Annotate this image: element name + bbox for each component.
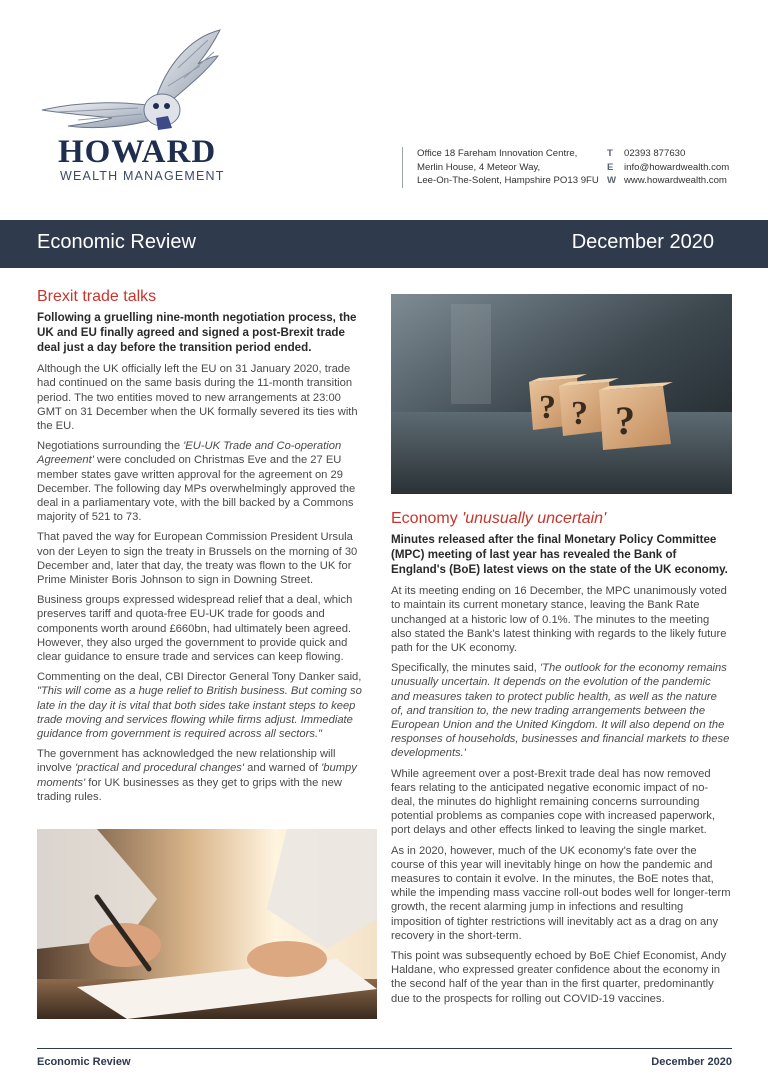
paragraph: This point was subsequently echoed by BoE Chief Economist, Andy Haldane, who expressed greater confidence about the economy in the second half of the year than in the first quarter, predominantly due to the prospects for rolling out COVID-19 vaccines. (391, 950, 727, 1005)
paragraph: The government has acknowledged the new relationship will involve 'practical and procedural changes' and warned of 'bumpy moments' for UK businesses as they get to grips with the new trading rules. (37, 748, 357, 803)
logo-name: HOWARD (58, 134, 217, 170)
paragraph: At its meeting ending on 16 December, the MPC unanimously voted to maintain its current monetary stance, leaving the Bank Rate unchanged at a historic low of 0.1%. The minutes to the meeting also stated the Bank's latest thinking with regards to the likely future path for the UK economy. (391, 585, 727, 655)
phone-number: 02393 877630 (624, 148, 686, 159)
footer-title: Economic Review (37, 1056, 131, 1068)
die-question-mark: ? (615, 398, 635, 443)
article-heading: Brexit trade talks (37, 288, 157, 305)
footer-date: December 2020 (651, 1056, 732, 1068)
paragraph: Specifically, the minutes said, 'The outlook for the economy remains unusually uncertain. It depends on the evolution of the pandemic and measures taken to protect public health, as well as the nature of, and transition to, the new trading arrangements between the European Union and the United Kingdom. It will also depend on the responses of households, businesses and financial markets to these developments.' (391, 662, 730, 760)
die-question-mark: ? (539, 389, 556, 426)
address-line: Merlin House, 4 Meteor Way, (417, 161, 541, 173)
article-economy (391, 512, 732, 1012)
article-lead: Following a gruelling nine-month negotiation process, the UK and EU finally agreed and signed a post-Brexit trade deal just a day before the transition period ended. (37, 311, 357, 355)
paragraph: As in 2020, however, much of the UK economy's fate over the course of this year will inevitably hinge on how the pandemic and measures to contain it evolve. In the minutes, the BoE notes that, while the impending mass vaccine roll-out bodes well for longer-term growth, the recent alarming jump in infections and resulting imposition of tighter restrictions will inevitably act as a drag on any recovery in the short-term. (391, 844, 731, 942)
title-band (0, 220, 768, 268)
company-logo (38, 28, 228, 188)
address-line: Lee-On-The-Solent, Hampshire PO13 9FU (417, 175, 599, 186)
owl-icon (38, 28, 228, 138)
web-key: W (607, 175, 617, 186)
address-line: Office 18 Fareham Innovation Centre, (417, 148, 578, 159)
contact-values (624, 147, 729, 188)
email-link[interactable]: info@howardwealth.com (624, 161, 730, 173)
die (599, 382, 673, 450)
paragraph: Negotiations surrounding the 'EU-UK Trade and Co-operation Agreement' were concluded on Christmas Eve and the 27 EU member states gave written approval for the agreement on 29 December. The following day MPs overwhelmingly approved the deal in a parliamentary vote, with the bill backed by a Commons majority of 521 to 73. (37, 440, 356, 524)
email-key: E (607, 161, 614, 173)
footer-divider (37, 1048, 732, 1049)
article-heading: Economy 'unusually uncertain' (391, 510, 607, 527)
logo-subtitle: WEALTH MANAGEMENT (60, 169, 225, 183)
paragraph: That paved the way for European Commission President Ursula von der Leyen to sign the treaty in Brussels on the morning of 30 December and, later that day, the treaty was flown to the UK for Prime Minister Boris Johnson to sign in Downing Street. (37, 531, 358, 587)
paragraph: Commenting on the deal, CBI Director General Tony Danker said, "This will come as a huge relief to British business. But coming so late in the day it is vital that both sides take instant steps to keep trade moving and services flowing while firms adjust. Immediate guidance from government is required across all sectors." (37, 671, 362, 741)
article-lead: Minutes released after the final Monetary Policy Committee (MPC) meeting of last year has revealed the Bank of England's (BoE) latest views on the state of the UK economy. (391, 533, 728, 577)
publication-title: Economic Review (37, 231, 196, 253)
publication-date: December 2020 (571, 231, 714, 253)
paragraph: Although the UK officially left the EU on 31 January 2020, trade had continued on the same basis during the 11-month transition period. The two entities moved to new arrangements at 23:00 GMT on 31 December when the UK formally severed its ties with the EU. (37, 363, 358, 433)
signing-document-photo (37, 829, 377, 1019)
paragraph: Business groups expressed widespread relief that a deal, which preserves tariff and quota-free EU-UK trade for goods and components worth around £660bn, had ultimately been agreed. However, they also urged the government to provide quick and clear guidance to ensure trade and services can keep flowing. (37, 594, 353, 664)
contact-keys (607, 147, 616, 188)
die-question-mark: ? (571, 395, 588, 432)
website-link[interactable]: www.howardwealth.com (624, 175, 727, 186)
phone-key: T (607, 148, 613, 159)
question-dice-photo (391, 294, 732, 494)
office-address (402, 147, 599, 188)
paragraph: While agreement over a post-Brexit trade deal has now removed fears relating to the anticipated negative economic impact of no-deal, the minutes do highlight remaining concerns surrounding potential problems as companies cope with increased paperwork, port delays and other effects linked to leaving the single market. (391, 767, 715, 837)
article-brexit (37, 290, 367, 810)
